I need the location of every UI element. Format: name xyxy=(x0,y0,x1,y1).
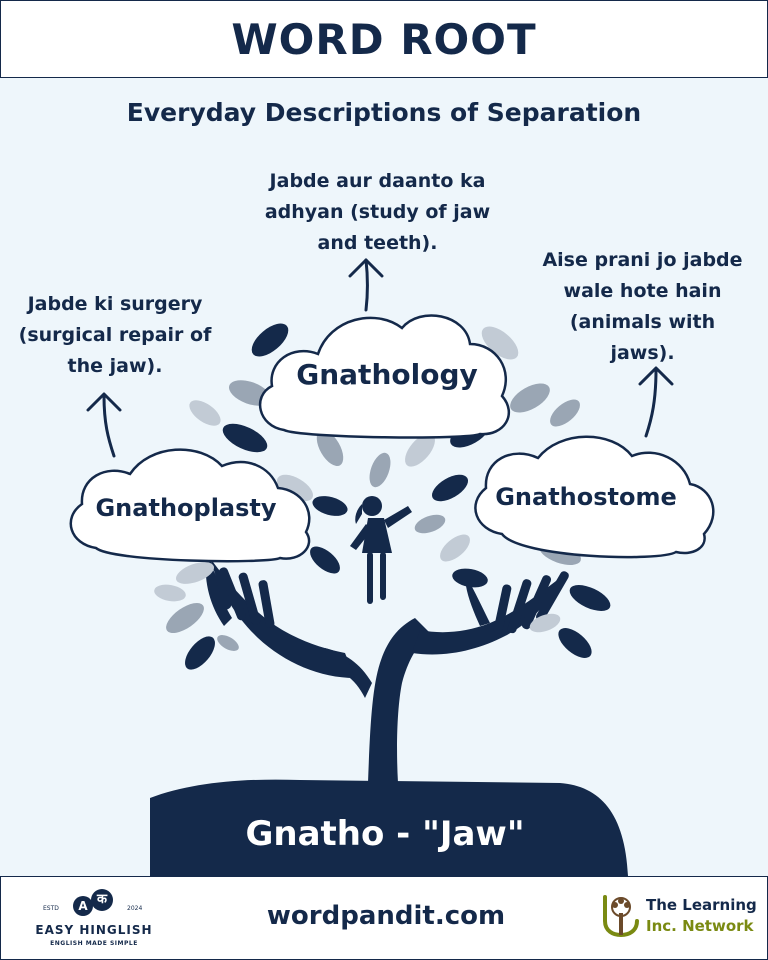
diagram-subtitle: Everyday Descriptions of Separation xyxy=(126,98,642,127)
logo-tagline: ENGLISH MADE SIMPLE xyxy=(50,940,138,947)
logo-line-2: Inc. Network xyxy=(646,917,754,935)
gnathoplasty-word: Gnathoplasty xyxy=(95,494,277,522)
description-line: and teeth). xyxy=(317,232,438,254)
description-line: Jabde ki surgery xyxy=(27,293,203,315)
learning-inc-logo xyxy=(601,893,761,945)
hand-icon xyxy=(200,556,355,678)
child-silhouette-icon xyxy=(350,496,412,604)
website-link[interactable]: wordpandit.com xyxy=(266,901,506,931)
footer-bar xyxy=(0,876,768,960)
arrow-up-icon xyxy=(88,394,120,456)
arrow-up-icon xyxy=(640,368,672,436)
gnathoplasty-description xyxy=(10,289,220,382)
hand-icon xyxy=(412,570,570,655)
description-line: (surgical repair of xyxy=(18,324,212,346)
description-line: the jaw). xyxy=(67,355,163,377)
gnathology-description xyxy=(245,166,510,259)
logo-year: 2024 xyxy=(127,905,143,912)
description-line: Aise prani jo jabde xyxy=(542,249,743,271)
easy-hinglish-logo xyxy=(29,885,159,953)
root-word-label: Gnatho - "Jaw" xyxy=(245,814,525,854)
diagram-panel xyxy=(0,78,768,876)
arrow-up-icon xyxy=(350,260,382,310)
description-line: wale hote hain xyxy=(563,280,722,302)
logo-name: EASY HINGLISH xyxy=(35,923,153,937)
tree-icon xyxy=(601,893,641,937)
page-title: WORD ROOT xyxy=(231,14,537,64)
description-line: (animals with xyxy=(569,311,716,333)
gnathostome-description xyxy=(535,245,750,369)
description-line: jaws). xyxy=(610,342,675,364)
logo-line-1: The Learning xyxy=(646,896,757,914)
logo-badge-ka: क xyxy=(91,889,113,911)
gnathostome-word: Gnathostome xyxy=(495,483,677,511)
header-bar xyxy=(0,0,768,78)
logo-estd: ESTD xyxy=(43,905,59,912)
logo-badge-a: A xyxy=(73,896,93,916)
gnathology-word: Gnathology xyxy=(296,358,478,391)
description-line: adhyan (study of jaw xyxy=(264,201,491,223)
description-line: Jabde aur daanto ka xyxy=(269,170,486,192)
